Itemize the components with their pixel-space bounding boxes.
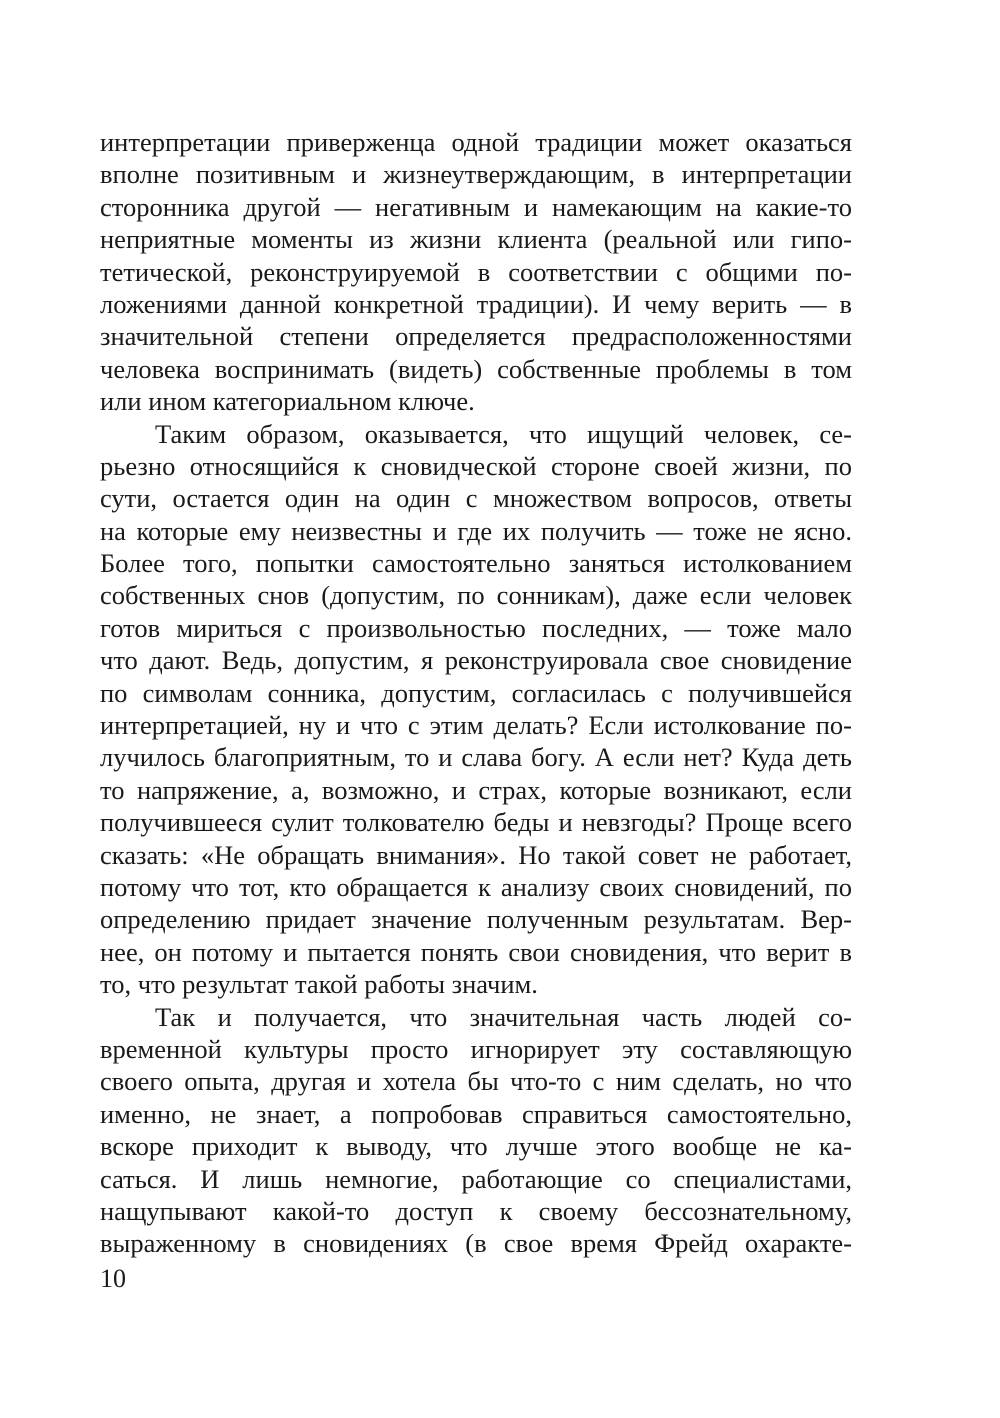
text-line: именно, не знает, а попробовав справиться самостоятельно, xyxy=(100,1098,852,1129)
text-line: неприятные моменты из жизни клиента (реальной или гипо- xyxy=(100,224,852,255)
text-line: определению придает значение полученным результатам. Вер- xyxy=(100,904,852,935)
paragraph-1 xyxy=(100,126,852,418)
text-line: саться. И лишь немногие, работающие со специалистами, xyxy=(100,1163,852,1194)
text-line: то напряжение, а, возможно, и страх, которые возникают, если xyxy=(100,774,852,805)
text-line: нее, он потому и пытается понять свои сновидения, что верит в xyxy=(100,936,852,967)
text-line: или ином категориальном ключе. xyxy=(100,386,475,417)
text-line: рьезно относящийся к сновидческой стороне своей жизни, по xyxy=(100,450,852,481)
text-line: по символам сонника, допустим, согласилась с получившейся xyxy=(100,677,852,708)
text-line: лучилось благоприятным, то и слава богу. А если нет? Куда деть xyxy=(100,742,852,773)
paragraph-3 xyxy=(100,1001,852,1260)
text-line: вполне позитивным и жизнеутверждающим, в интерпретации xyxy=(100,159,852,190)
text-line: Так и получается, что значительная часть людей со- xyxy=(155,1001,852,1032)
text-line: интерпретации приверженца одной традиции может оказаться xyxy=(100,127,852,157)
text-line: вскоре приходит к выводу, что лучше этого вообще не ка- xyxy=(100,1131,852,1162)
paragraph-2 xyxy=(100,418,852,1001)
text-line: выраженному в сновидениях (в свое время Фрейд охаракте- xyxy=(100,1228,852,1259)
text-line: Таким образом, оказывается, что ищущий человек, се- xyxy=(155,418,852,449)
page-body xyxy=(100,126,852,1260)
text-line: Более того, попытки самостоятельно заняться истолкованием xyxy=(100,548,852,579)
text-line: на которые ему неизвестны и где их получить — тоже не ясно. xyxy=(100,515,852,546)
text-line: интерпретацией, ну и что с этим делать? Если истолкование по- xyxy=(100,710,852,741)
text-line: получившееся сулит толкователю беды и невзгоды? Проще всего xyxy=(100,807,852,838)
text-line: потому что тот, кто обращается к анализу своих сновидений, по xyxy=(100,871,852,902)
text-line: сути, остается один на один с множеством вопросов, ответы xyxy=(100,483,852,514)
text-line: нащупывают какой-то доступ к своему бессознательному, xyxy=(100,1195,852,1226)
text-line: своего опыта, другая и хотела бы что-то с ним сделать, но что xyxy=(100,1066,852,1097)
text-line: значительной степени определяется предрасположенностями xyxy=(100,321,852,352)
text-line: ложениями данной конкретной традиции). И чему верить — в xyxy=(100,288,852,319)
text-line: собственных снов (допустим, по сонникам), даже если человек xyxy=(100,580,852,611)
page-number: 10 xyxy=(100,1264,126,1293)
text-line: временной культуры просто игнорирует эту составляющую xyxy=(100,1033,852,1064)
text-line: тетической, реконструируемой в соответствии с общими по- xyxy=(100,256,852,287)
text-line: сторонника другой — негативным и намекающим на какие-то xyxy=(100,191,852,222)
text-line: готов мириться с произвольностью последних, — тоже мало xyxy=(100,612,852,643)
text-line: то, что результат такой работы значим. xyxy=(100,969,538,1000)
text-line: сказать: «Не обращать внимания». Но такой совет не работает, xyxy=(100,839,852,870)
text-line: человека воспринимать (видеть) собственные проблемы в том xyxy=(100,353,852,384)
text-line: что дают. Ведь, допустим, я реконструировала свое сновидение xyxy=(100,645,852,676)
